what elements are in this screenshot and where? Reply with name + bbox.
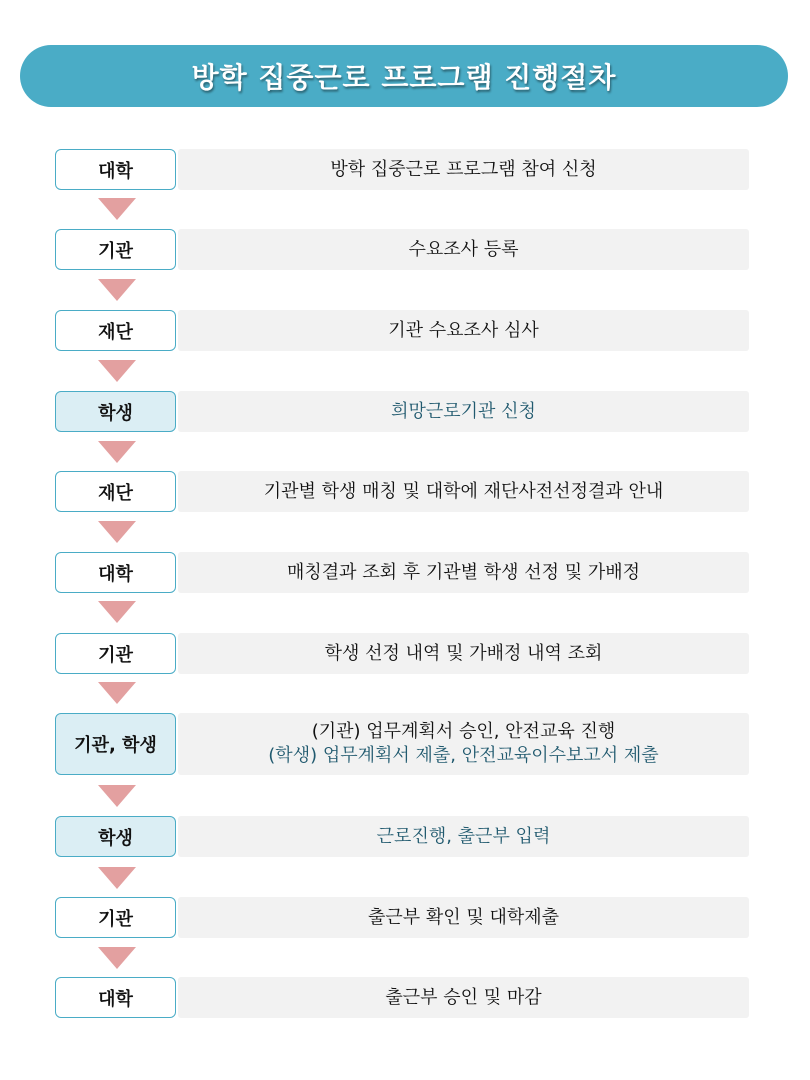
flow-arrow: [98, 198, 136, 220]
step-description: [178, 229, 749, 270]
flow-arrow: [98, 279, 136, 301]
flow-arrow: [98, 601, 136, 623]
step-description-line: 희망근로기관 신청: [391, 400, 536, 422]
step-description-line: (학생) 업무계획서 제출, 안전교육이수보고서 제출: [268, 745, 659, 766]
step-description-line: 기관 수요조사 심사: [388, 319, 539, 341]
flow-arrow: [98, 947, 136, 969]
step-role: 학생: [55, 391, 176, 432]
step-role: 기관: [55, 633, 176, 674]
step-role: 기관, 학생: [55, 713, 176, 775]
step-role: 재단: [55, 310, 176, 351]
step-description-line: 근로진행, 출근부 입력: [376, 825, 551, 847]
step-description-line: (기관) 업무계획서 승인, 안전교육 진행: [311, 721, 616, 742]
step-role: 학생: [55, 816, 176, 857]
step-description: [178, 310, 749, 351]
flow-arrow: [98, 682, 136, 704]
step-description: [178, 391, 749, 432]
step-description: [178, 149, 749, 190]
step-description-line: 출근부 승인 및 마감: [385, 986, 542, 1008]
step-description-line: 수요조사 등록: [408, 238, 519, 260]
step-role: 기관: [55, 897, 176, 938]
flow-arrow: [98, 867, 136, 889]
step-description-line: 출근부 확인 및 대학제출: [367, 906, 560, 928]
step-description: [178, 633, 749, 674]
step-description-line: 방학 집중근로 프로그램 참여 신청: [330, 158, 597, 180]
step-description: [178, 816, 749, 857]
step-description-line: 매칭결과 조회 후 기관별 학생 선정 및 가배정: [286, 561, 641, 583]
step-description: [178, 977, 749, 1018]
step-description-line: 학생 선정 내역 및 가배정 내역 조회: [324, 642, 603, 664]
flow-arrow: [98, 521, 136, 543]
step-description-line: 기관별 학생 매칭 및 대학에 재단사전선정결과 안내: [263, 480, 664, 502]
flow-arrow: [98, 360, 136, 382]
step-description: [178, 471, 749, 512]
flow-arrow: [98, 441, 136, 463]
step-role: 기관: [55, 229, 176, 270]
step-description: [178, 713, 749, 775]
step-role: 재단: [55, 471, 176, 512]
step-description: [178, 552, 749, 593]
step-role: 대학: [55, 552, 176, 593]
flow-arrow: [98, 785, 136, 807]
step-description: [178, 897, 749, 938]
step-role: 대학: [55, 149, 176, 190]
page-title: 방학 집중근로 프로그램 진행절차: [20, 45, 788, 107]
step-role: 대학: [55, 977, 176, 1018]
